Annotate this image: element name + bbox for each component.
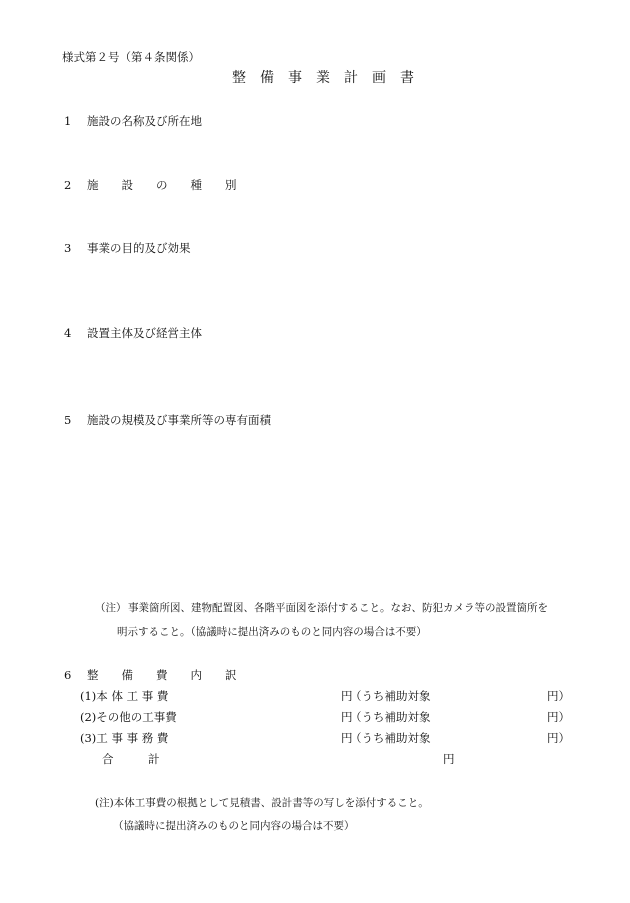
note-line: 事業箇所図、建物配置図、各階平面図を添付すること。なお、防犯カメラ等の設置箇所を: [128, 602, 548, 614]
note-line: （協議時に提出済みのものと同内容の場合は不要）: [113, 820, 355, 832]
yen-unit: 円: [443, 752, 455, 766]
form-label: 様式第２号（第４条関係）: [62, 50, 200, 64]
yen-unit: 円: [341, 710, 353, 724]
section-number: 2: [64, 178, 72, 192]
yen-unit: 円: [341, 731, 353, 745]
section-label: 施 設 の 種 別: [87, 178, 237, 192]
section-number: 4: [64, 326, 72, 340]
section-label: 施設の名称及び所在地: [87, 114, 202, 128]
note-line: 明示すること。（協議時に提出済みのものと同内容の場合は不要）: [117, 626, 427, 638]
section-label: 設置主体及び経営主体: [87, 326, 202, 340]
document-title: 整 備 事 業 計 画 書: [232, 70, 414, 86]
yen-unit: 円）: [547, 710, 570, 724]
yen-unit: 円）: [547, 731, 570, 745]
subsidy-label: （うち補助対象: [350, 689, 431, 703]
subsidy-label: （うち補助対象: [350, 731, 431, 745]
section-label: 整 備 費 内 訳: [87, 668, 237, 682]
section-label: 施設の規模及び事業所等の専有面積: [87, 413, 271, 427]
cost-label: (1)本 体 工 事 費: [80, 689, 169, 703]
section-number: 3: [64, 241, 72, 255]
cost-label: (3)工 事 事 務 費: [80, 731, 169, 745]
section-label: 事業の目的及び効果: [87, 241, 191, 255]
subsidy-label: （うち補助対象: [350, 710, 431, 724]
yen-unit: 円）: [547, 689, 570, 703]
section-number: 5: [64, 413, 72, 427]
cost-label: (2)その他の工事費: [80, 710, 177, 724]
total-label: 合 計: [102, 752, 160, 766]
section-number: 6: [64, 668, 72, 682]
yen-unit: 円: [341, 689, 353, 703]
note-line: (注)本体工事費の根拠として見積書、設計書等の写しを添付すること。: [95, 797, 429, 809]
section-number: 1: [64, 114, 72, 128]
note-prefix: （注）: [95, 602, 127, 614]
